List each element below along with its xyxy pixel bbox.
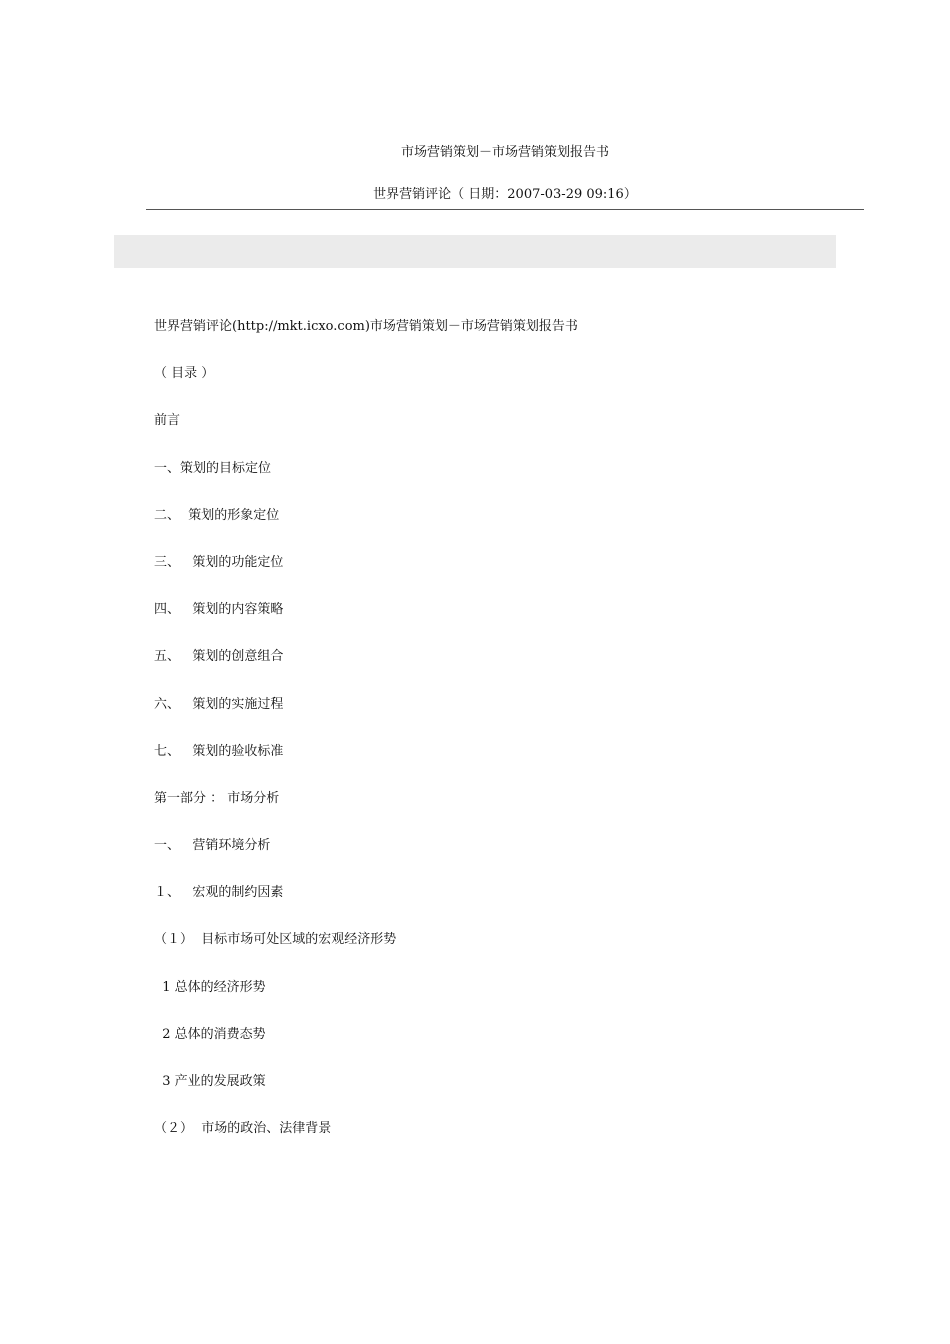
toc-item: 3 产业的发展政策 — [154, 1074, 266, 1089]
date-suffix: ） — [623, 187, 637, 202]
toc-item: 四、 策划的内容策略 — [154, 602, 284, 618]
toc-item: （２） 市场的政治、法律背景 — [154, 1121, 332, 1137]
source-name: 世界营销评论 — [373, 187, 452, 202]
toc-item: 一、 营销环境分析 — [154, 838, 271, 854]
document-title: 市场营销策划－市场营销策划报告书 — [400, 145, 609, 160]
intro-line: 世界营销评论(http://mkt.icxo.com)市场营销策划－市场营销策划报告书 — [154, 319, 578, 334]
toc-item: 六、 策划的实施过程 — [154, 696, 284, 712]
toc-item: （１） 目标市场可处区域的宏观经济形势 — [154, 932, 397, 948]
toc-item: １、 宏观的制约因素 — [154, 885, 284, 901]
byline — [146, 186, 864, 204]
toc-item: 2 总体的消费态势 — [154, 1026, 266, 1042]
toc-heading: （ 目录 ） — [154, 366, 215, 382]
toc-item: 三、 策划的功能定位 — [154, 554, 284, 570]
document-body — [154, 317, 854, 1166]
section-heading: 第一部分 ： 市场分析 — [154, 790, 280, 806]
toc-item: 一、策划的目标定位 — [154, 460, 272, 476]
header-divider — [146, 209, 864, 210]
toc-item: 五、 策划的创意组合 — [154, 649, 284, 665]
toc-item: 七、 策划的验收标准 — [154, 743, 284, 759]
publish-date: 2007-03-29 09:16 — [507, 187, 624, 202]
toc-item: 前言 — [154, 413, 181, 429]
gray-banner — [114, 235, 836, 268]
toc-item: 1 总体的经济形势 — [154, 979, 266, 995]
date-prefix: （ 日期： — [451, 187, 508, 202]
toc-item: 二、 策划的形象定位 — [154, 507, 280, 523]
